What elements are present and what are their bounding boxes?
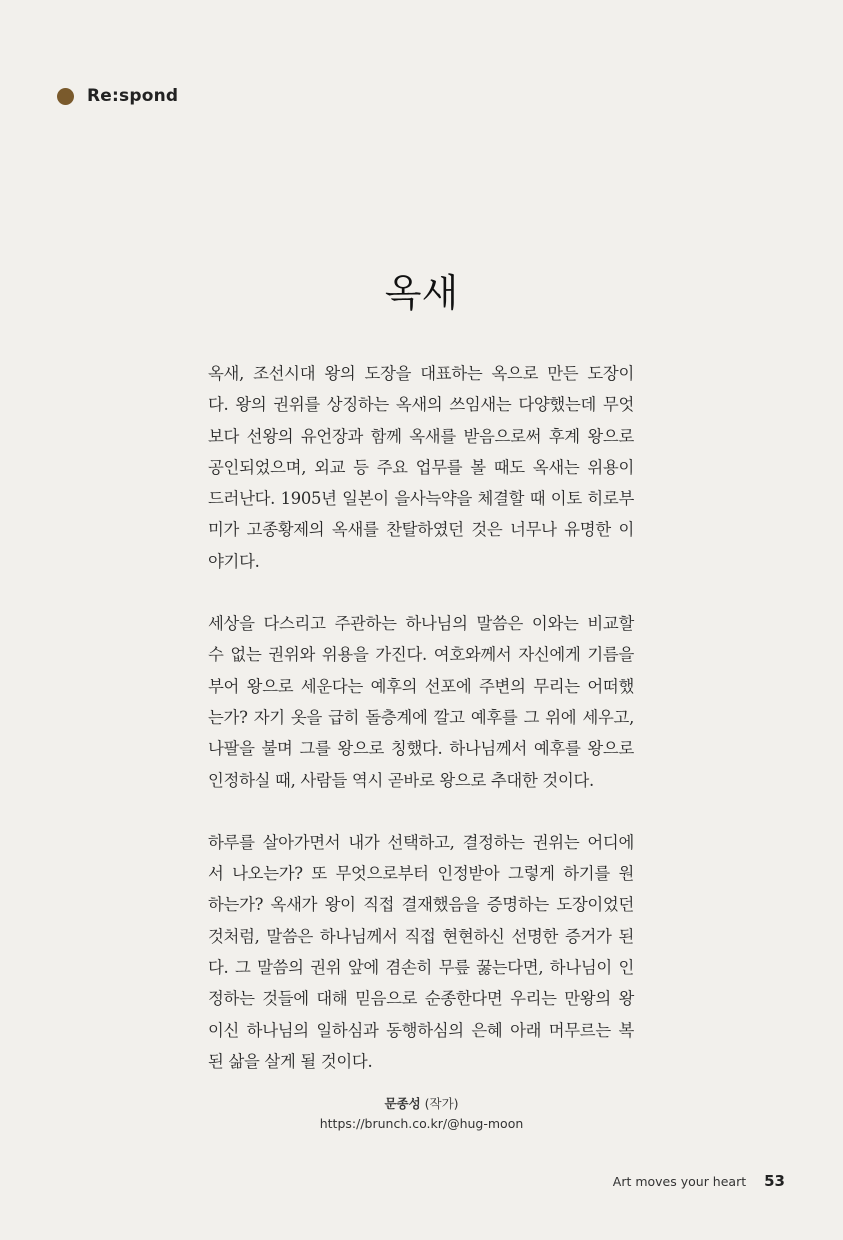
section-label: Re:spond [87, 86, 179, 106]
text-line: 다. 그 말씀의 권위 앞에 겸손히 무릎 꿇는다면, 하나님이 인 [208, 958, 634, 978]
text-line: 정하는 것들에 대해 믿음으로 순종한다면 우리는 만왕의 왕 [208, 989, 634, 1009]
text-line: 다. 왕의 권위를 상징하는 옥새의 쓰임새는 다양했는데 무엇 [208, 395, 634, 415]
text-line: 드러난다. 1905년 일본이 을사늑약을 체결할 때 이토 히로부 [208, 489, 634, 509]
author-credit [0, 1094, 843, 1131]
text-line: 보다 선왕의 유언장과 함께 옥새를 받음으로써 후계 왕으로 [208, 426, 634, 446]
page-number: 53 [764, 1172, 785, 1190]
text-line: 미가 고종황제의 옥새를 찬탈하였던 것은 너무나 유명한 이 [208, 520, 634, 540]
article-body [208, 358, 634, 1108]
paragraph [208, 608, 634, 796]
text-line: 부어 왕으로 세운다는 예후의 선포에 주변의 무리는 어떠했 [208, 676, 634, 696]
page-footer [613, 1172, 785, 1190]
text-line: 된 삶을 살게 될 것이다. [208, 1051, 373, 1071]
text-line: 이신 하나님의 일하심과 동행하심의 은혜 아래 머무르는 복 [208, 1020, 634, 1040]
text-line: 하는가? 옥새가 왕이 직접 결재했음을 증명하는 도장이었던 [208, 895, 634, 915]
text-line: 옥새, 조선시대 왕의 도장을 대표하는 옥으로 만든 도장이 [208, 364, 634, 383]
section-tag [57, 86, 178, 106]
text-line: 수 없는 권위와 위용을 가진다. 여호와께서 자신에게 기름을 [208, 645, 634, 665]
text-line: 공인되었으며, 외교 등 주요 업무를 볼 때도 옥새는 위용이 [208, 457, 634, 477]
paragraph [208, 827, 634, 1077]
text-line: 하루를 살아가면서 내가 선택하고, 결정하는 권위는 어디에 [208, 832, 634, 852]
paragraph [208, 358, 634, 577]
text-line: 것처럼, 말씀은 하나님께서 직접 현현하신 선명한 증거가 된 [208, 926, 634, 946]
author-name: 문종성 [384, 1096, 421, 1111]
text-line: 는가? 자기 옷을 급히 돌층계에 깔고 예후를 그 위에 세우고, [208, 707, 634, 727]
bullet-dot-icon [57, 88, 74, 105]
text-line: 나팔을 불며 그를 왕으로 칭했다. 하나님께서 예후를 왕으로 [208, 739, 634, 759]
footer-slogan: Art moves your heart [612, 1174, 747, 1189]
text-line: 세상을 다스리고 주관하는 하나님의 말씀은 이와는 비교할 [208, 614, 634, 634]
text-line: 인정하실 때, 사람들 역시 곧바로 왕으로 추대한 것이다. [208, 770, 594, 790]
text-line: 야기다. [208, 551, 260, 571]
author-role: (작가) [424, 1096, 459, 1111]
article-title: 옥새 [384, 271, 459, 315]
author-url-link[interactable]: https://brunch.co.kr/@hug-moon [319, 1116, 524, 1131]
text-line: 서 나오는가? 또 무엇으로부터 인정받아 그렇게 하기를 원 [208, 864, 634, 884]
